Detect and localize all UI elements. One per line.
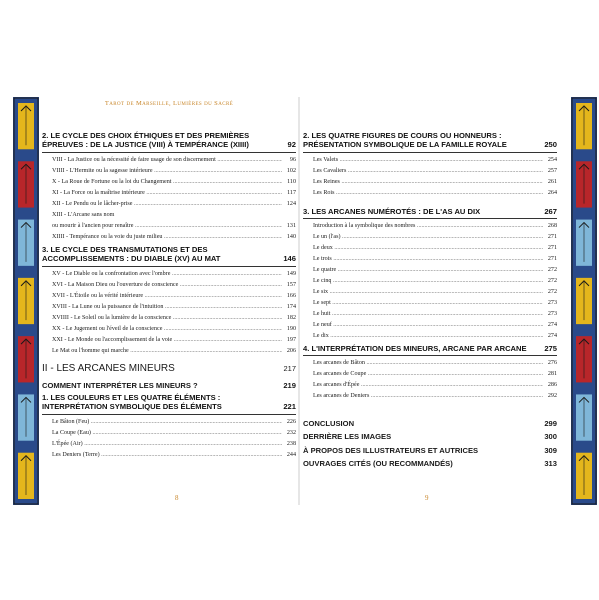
toc-entry-label: Le sept ..... bbox=[313, 298, 543, 309]
toc-entry-label: Le six ..... bbox=[313, 287, 543, 298]
toc-entry bbox=[303, 276, 557, 287]
toc-entry-label: XXI - Le Monde ou l'accomplissement de la voie ..... bbox=[52, 335, 282, 346]
toc-entry-page: 96 bbox=[289, 156, 296, 163]
toc-entry-page: 257 bbox=[547, 167, 557, 174]
toc-entry-label: XVI - La Maison Dieu ou l'ouverture de conscience ..... bbox=[52, 280, 282, 291]
toc-entry bbox=[303, 155, 557, 166]
toc-entry-page: 244 bbox=[286, 451, 296, 458]
toc-entry-label: XIIII - Tempérance ou la voie du juste milieu ..... bbox=[52, 232, 282, 243]
toc-entry-page: 264 bbox=[547, 189, 557, 196]
toc-entry bbox=[42, 324, 296, 335]
running-header: Tarot de Marseille, Lumières du Sacré bbox=[104, 100, 234, 107]
section-page: 146 bbox=[283, 254, 296, 264]
toc-tail-entry bbox=[303, 459, 557, 468]
section-page: 221 bbox=[283, 402, 296, 412]
toc-section-minor-interpretation bbox=[303, 344, 557, 402]
toc-tail-title: OUVRAGES CITÉS (OU RECOMMANDÉS) bbox=[303, 459, 453, 469]
toc-entry-page: 238 bbox=[286, 440, 296, 447]
toc-entry-label: Les arcanes de Bâton ..... bbox=[313, 358, 543, 369]
toc-entry-label: XVIIII - Le Soleil ou la lumière de la conscience ..... bbox=[52, 313, 282, 324]
toc-entry-label: Les Valets ..... bbox=[313, 155, 543, 166]
toc-entry-page: 117 bbox=[287, 189, 296, 196]
toc-tail-entry bbox=[303, 446, 557, 455]
toc-entry bbox=[303, 221, 557, 232]
toc-entry-page: 271 bbox=[547, 245, 557, 252]
toc-entry-page: 124 bbox=[286, 200, 296, 207]
toc-entry bbox=[303, 188, 557, 199]
left-page bbox=[42, 97, 296, 505]
toc-entry-label: XX - Le Jugement ou l'éveil de la conscience ..... bbox=[52, 324, 282, 335]
toc-entry-label: ou mourir à l'ancien pour renaître ..... bbox=[52, 221, 282, 232]
toc-entry bbox=[42, 346, 296, 357]
toc-entry-page: 149 bbox=[286, 270, 296, 277]
toc-entry-page: 276 bbox=[547, 360, 557, 367]
toc-entry bbox=[303, 331, 557, 342]
toc-entry-label: XII - Le Pendu ou le lâcher-prise ..... bbox=[52, 199, 282, 210]
toc-entry-label: Les Reines ..... bbox=[313, 177, 543, 188]
toc-entry bbox=[42, 313, 296, 324]
toc-entry-label: Le cinq ..... bbox=[313, 276, 543, 287]
toc-entry bbox=[42, 280, 296, 291]
section-title: 2. LES QUATRE FIGURES DE COURS OU HONNEURS : PRÉSENTATION SYMBOLIQUE DE LA FAMILLE ROYALE 250 bbox=[303, 131, 557, 150]
toc-entry bbox=[303, 391, 557, 402]
toc-tail-page: 313 bbox=[544, 459, 557, 469]
page-number: 8 bbox=[175, 494, 179, 502]
book-spine bbox=[298, 97, 300, 505]
section-title: 2. LE CYCLE DES CHOIX ÉTHIQUES ET DES PREMIÈRES ÉPREUVES : DE LA JUSTICE (VIII) À TEMPÉRANCE (XIIII) 92 bbox=[42, 131, 296, 150]
toc-entry-page: 261 bbox=[547, 178, 557, 185]
toc-entry-page: 272 bbox=[547, 289, 557, 296]
toc-entry-page: 226 bbox=[286, 418, 296, 425]
toc-entry bbox=[42, 291, 296, 302]
toc-entry-page: 273 bbox=[547, 311, 557, 318]
toc-entry bbox=[303, 265, 557, 276]
toc-entry-label: Le Bâton (Feu) ..... bbox=[52, 417, 282, 428]
toc-entry-page: 166 bbox=[286, 292, 296, 299]
toc-entry-page: 206 bbox=[286, 347, 296, 354]
toc-section-justice-temperance bbox=[42, 131, 296, 243]
toc-entry-page: 292 bbox=[547, 393, 557, 400]
toc-entry-label: VIIII - L'Hermite ou la sagesse intérieure ..... bbox=[52, 166, 282, 177]
section-rule bbox=[42, 152, 296, 153]
section-title: 3. LES ARCANES NUMÉROTÉS : DE L'AS AU DIX 267 bbox=[303, 207, 557, 216]
part-title: II - LES ARCANES MINEURS 217 bbox=[42, 363, 296, 374]
toc-entry bbox=[42, 335, 296, 346]
toc-entry bbox=[303, 380, 557, 391]
toc-entry-page: 286 bbox=[547, 382, 557, 389]
toc-tail-title: DERRIÈRE LES IMAGES bbox=[303, 432, 392, 442]
toc-tail-title: À PROPOS DES ILLUSTRATEURS ET AUTRICES bbox=[303, 445, 479, 455]
part-page: 217 bbox=[283, 364, 296, 373]
section-title: 3. LE CYCLE DES TRANSMUTATIONS ET DES ACCOMPLISSEMENTS : DU DIABLE (XV) AU MAT 146 bbox=[42, 245, 296, 264]
toc-entry-label: Le dix ..... bbox=[313, 331, 543, 342]
toc-entry-page: 273 bbox=[547, 300, 557, 307]
section-rule bbox=[303, 152, 557, 153]
toc-entry-page: 268 bbox=[547, 223, 557, 230]
toc-entry-label: Le Mat ou l'homme qui marche ..... bbox=[52, 346, 282, 357]
section-title: 4. L'INTERPRÉTATION DES MINEURS, ARCANE PAR ARCANE 275 bbox=[303, 344, 557, 353]
toc-entry-page: 232 bbox=[286, 429, 296, 436]
toc-entry-page: 271 bbox=[547, 234, 557, 241]
toc-entry bbox=[42, 439, 296, 450]
toc-part-ii bbox=[42, 363, 296, 375]
right-decorative-border bbox=[571, 97, 597, 505]
toc-entry-page: 157 bbox=[286, 281, 296, 288]
toc-entry-page: 272 bbox=[547, 267, 557, 274]
toc-entry bbox=[42, 221, 296, 232]
toc-entry-label: Le huit ..... bbox=[313, 309, 543, 320]
toc-entry-page: 140 bbox=[286, 233, 296, 240]
toc-entry bbox=[42, 199, 296, 210]
toc-entry-label: Le un (l'as) ..... bbox=[313, 232, 543, 243]
section-rule bbox=[42, 414, 296, 415]
left-decorative-border bbox=[13, 97, 39, 505]
toc-tail-page: 299 bbox=[544, 419, 557, 428]
toc-entry-label: Le trois ..... bbox=[313, 254, 543, 265]
toc-tail-page: 300 bbox=[544, 432, 557, 442]
toc-entry bbox=[303, 320, 557, 331]
toc-entry-label: XVIII - La Lune ou la puissance de l'intuition ..... bbox=[52, 302, 282, 313]
toc-entry bbox=[303, 287, 557, 298]
toc-entry-label: Les Cavaliers ..... bbox=[313, 166, 543, 177]
toc-entry bbox=[303, 166, 557, 177]
toc-section-diable-mat bbox=[42, 245, 296, 357]
toc-entry-label: Les arcanes de Deniers ..... bbox=[313, 391, 543, 402]
toc-entry bbox=[42, 210, 296, 221]
toc-entry bbox=[303, 309, 557, 320]
toc-entry-label: X - La Roue de Fortune ou la loi du Changement ..... bbox=[52, 177, 282, 188]
toc-entry-label: VIII - La Justice ou la nécessité de faire usage de son discernement ..... bbox=[52, 155, 282, 166]
toc-entry-page: 190 bbox=[286, 325, 296, 332]
toc-entry bbox=[42, 188, 296, 199]
toc-entry-label: Le deux ..... bbox=[313, 243, 543, 254]
toc-entry-label: L'Épée (Air) ..... bbox=[52, 439, 282, 450]
section-rule bbox=[42, 266, 296, 267]
toc-entry bbox=[42, 177, 296, 188]
toc-entry bbox=[303, 232, 557, 243]
toc-entry-label: Les Deniers (Terre) ..... bbox=[52, 450, 282, 461]
section-page: 267 bbox=[544, 207, 557, 216]
toc-entry-page: 110 bbox=[287, 178, 296, 185]
toc-entry bbox=[303, 243, 557, 254]
toc-entry-label: XIII - L'Arcane sans nom bbox=[52, 211, 115, 218]
toc-entry bbox=[42, 428, 296, 439]
toc-tail-title: CONCLUSION bbox=[303, 419, 355, 428]
toc-entry-page: 174 bbox=[286, 303, 296, 310]
toc-entry-label: Le quatre ..... bbox=[313, 265, 543, 276]
toc-tail-entry bbox=[303, 432, 557, 441]
section-page: 92 bbox=[287, 140, 296, 150]
toc-section-numbered bbox=[303, 207, 557, 342]
section-page: 275 bbox=[544, 344, 557, 353]
toc-entry-page: 272 bbox=[547, 278, 557, 285]
toc-tail-entry bbox=[303, 419, 557, 428]
toc-entry-label: Introduction à la symbolique des nombres ..... bbox=[313, 221, 543, 232]
right-page bbox=[303, 97, 557, 505]
toc-entry bbox=[42, 269, 296, 280]
toc-entry-page: 102 bbox=[286, 167, 296, 174]
section-rule bbox=[303, 355, 557, 356]
toc-entry-label: Le neuf ..... bbox=[313, 320, 543, 331]
toc-entry-page: 197 bbox=[286, 336, 296, 343]
toc-entry-page: 182 bbox=[286, 314, 296, 321]
toc-entry-page: 281 bbox=[547, 371, 557, 378]
toc-entry-label: La Coupe (Eau) ..... bbox=[52, 428, 282, 439]
toc-entry bbox=[303, 254, 557, 265]
page-number: 9 bbox=[425, 494, 429, 502]
toc-entry-page: 274 bbox=[547, 322, 557, 329]
toc-entry-page: 274 bbox=[547, 333, 557, 340]
toc-entry-label: XI - La Force ou la maîtrise intérieure ..... bbox=[52, 188, 282, 199]
toc-entry-label: Les arcanes de Coupe ..... bbox=[313, 369, 543, 380]
toc-entry bbox=[42, 302, 296, 313]
toc-entry-page: 254 bbox=[547, 156, 557, 163]
toc-entry bbox=[42, 166, 296, 177]
toc-entry bbox=[303, 298, 557, 309]
toc-entry-label: Les Rois ..... bbox=[313, 188, 543, 199]
section-title: 1. LES COULEURS ET LES QUATRE ÉLÉMENTS : INTERPRÉTATION SYMBOLIQUE DES ÉLÉMENTS 221 bbox=[42, 393, 296, 412]
section-page: 219 bbox=[283, 381, 296, 390]
section-page: 250 bbox=[544, 140, 557, 150]
toc-how-to bbox=[42, 381, 296, 390]
toc-tail-entries bbox=[303, 419, 557, 473]
toc-entry bbox=[42, 232, 296, 243]
toc-entry-page: 131 bbox=[286, 222, 296, 229]
toc-entry-label: Les arcanes d'Épée ..... bbox=[313, 380, 543, 391]
toc-entry-label: XVII - L'Étoile ou la vérité intérieure ..... bbox=[52, 291, 282, 302]
toc-entry bbox=[303, 358, 557, 369]
toc-entry bbox=[303, 177, 557, 188]
toc-section-elements bbox=[42, 393, 296, 461]
toc-entry-page: 271 bbox=[547, 256, 557, 263]
toc-entry-label: XV - Le Diable ou la confrontation avec l'ombre ..... bbox=[52, 269, 282, 280]
toc-entry bbox=[42, 417, 296, 428]
toc-tail-page: 309 bbox=[544, 445, 557, 455]
toc-entry bbox=[42, 450, 296, 461]
toc-section-court-cards bbox=[303, 131, 557, 199]
section-rule bbox=[303, 218, 557, 219]
section-title: COMMENT INTERPRÉTER LES MINEURS ? 219 bbox=[42, 381, 296, 390]
toc-entry bbox=[303, 369, 557, 380]
toc-entry bbox=[42, 155, 296, 166]
